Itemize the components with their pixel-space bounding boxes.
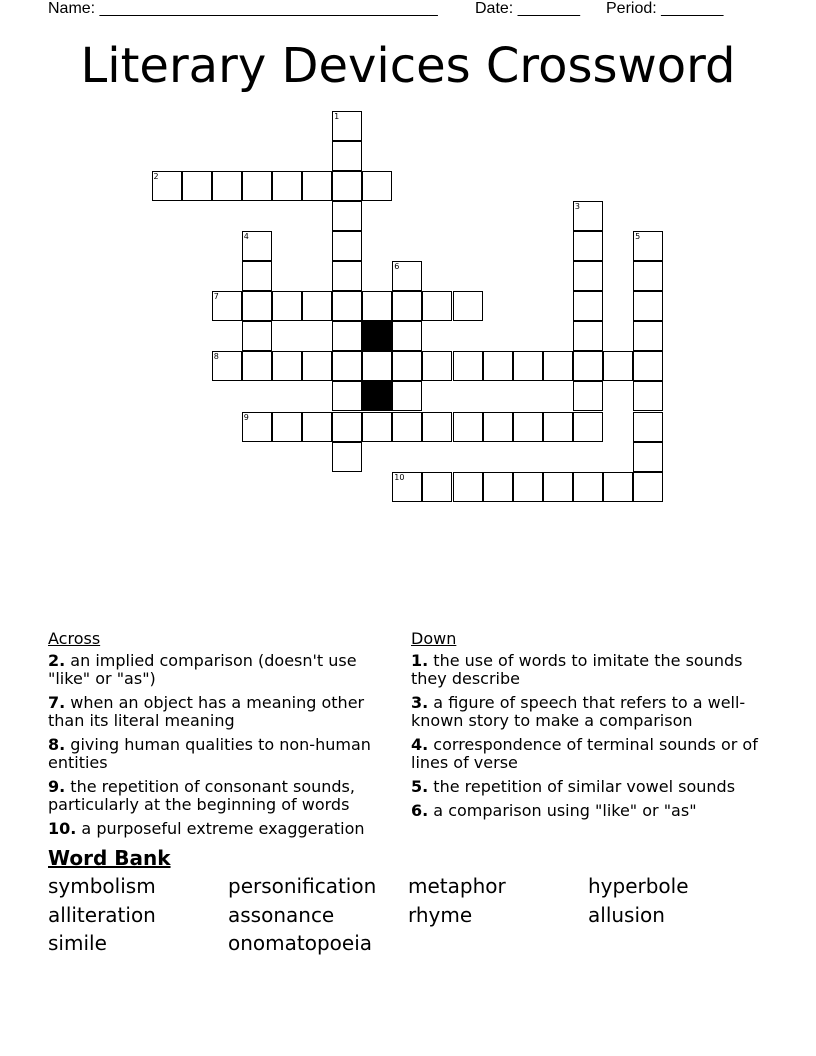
- clue-text: an implied comparison (doesn't use "like" or "as"): [48, 651, 357, 688]
- crossword-grid: [0, 0, 816, 520]
- crossword-cell[interactable]: [272, 171, 302, 201]
- crossword-cell[interactable]: [633, 321, 663, 351]
- clue-text: correspondence of terminal sounds or of lines of verse: [411, 735, 758, 772]
- crossword-cell[interactable]: [543, 472, 573, 502]
- crossword-cell[interactable]: [633, 291, 663, 321]
- clue-number: 6.: [411, 801, 429, 820]
- crossword-cell[interactable]: [573, 231, 603, 261]
- crossword-cell[interactable]: [362, 412, 392, 442]
- crossword-cell[interactable]: [453, 472, 483, 502]
- word-bank-heading: Word Bank: [48, 846, 171, 870]
- down-clue: [411, 802, 761, 820]
- clue-text: the repetition of consonant sounds, particularly at the beginning of words: [48, 777, 355, 814]
- name-field[interactable]: Name: ______________________________________: [48, 0, 438, 17]
- page-title: Literary Devices Crossword: [80, 38, 736, 94]
- crossword-cell[interactable]: [392, 291, 422, 321]
- crossword-cell[interactable]: [392, 261, 422, 291]
- crossword-cell[interactable]: [302, 171, 332, 201]
- clue-number: 7: [213, 292, 219, 302]
- down-clue: [411, 778, 761, 796]
- crossword-cell[interactable]: [573, 472, 603, 502]
- clue-number: 9: [243, 412, 249, 422]
- clue-text: a purposeful extreme exaggeration: [76, 819, 365, 838]
- crossword-cell[interactable]: [242, 231, 272, 261]
- crossword-cell[interactable]: [332, 201, 362, 231]
- crossword-cell[interactable]: [182, 171, 212, 201]
- word-bank-item: personification: [228, 874, 377, 898]
- crossword-cell[interactable]: [422, 412, 452, 442]
- crossword-cell[interactable]: [453, 412, 483, 442]
- crossword-cell[interactable]: [302, 291, 332, 321]
- crossword-cell[interactable]: [392, 351, 422, 381]
- crossword-cell[interactable]: [633, 261, 663, 291]
- word-bank-item: assonance: [228, 902, 335, 927]
- crossword-cell[interactable]: [513, 412, 543, 442]
- crossword-cell[interactable]: [453, 351, 483, 381]
- crossword-cell[interactable]: [362, 291, 392, 321]
- crossword-cell[interactable]: [513, 472, 543, 502]
- down-clue: [411, 736, 761, 772]
- word-bank-item: alliteration: [48, 902, 156, 927]
- crossword-cell[interactable]: [633, 472, 663, 502]
- clue-number: 9.: [48, 777, 66, 796]
- crossword-cell[interactable]: [272, 351, 302, 381]
- clue-number: 2: [153, 171, 159, 181]
- across-clues: [48, 630, 388, 844]
- crossword-cell[interactable]: [483, 351, 513, 381]
- crossword-cell[interactable]: [242, 171, 272, 201]
- clue-number: 10.: [48, 819, 77, 838]
- crossword-cell[interactable]: [483, 412, 513, 442]
- word-bank-item: simile: [48, 931, 107, 955]
- clue-number: 8: [213, 352, 219, 362]
- word-bank-item: allusion: [588, 902, 665, 927]
- crossword-cell[interactable]: [453, 291, 483, 321]
- crossword-cell[interactable]: [573, 321, 603, 351]
- black-cell: [362, 381, 392, 411]
- crossword-cell[interactable]: [362, 171, 392, 201]
- clue-number: 1.: [411, 651, 429, 670]
- crossword-cell[interactable]: [332, 111, 362, 141]
- down-clue: [411, 652, 761, 688]
- across-clue: [48, 694, 388, 730]
- crossword-cell[interactable]: [242, 291, 272, 321]
- word-bank-item: metaphor: [408, 874, 506, 898]
- clue-number: 1: [334, 111, 340, 121]
- crossword-cell[interactable]: [212, 291, 242, 321]
- crossword-cell[interactable]: [603, 472, 633, 502]
- clue-text: a figure of speech that refers to a well-known story to make a comparison: [411, 693, 746, 730]
- crossword-cell[interactable]: [242, 412, 272, 442]
- crossword-cell[interactable]: [513, 351, 543, 381]
- crossword-cell[interactable]: [633, 442, 663, 472]
- crossword-cell[interactable]: [272, 291, 302, 321]
- crossword-cell[interactable]: [633, 412, 663, 442]
- crossword-cell[interactable]: [332, 261, 362, 291]
- clue-text: a comparison using "like" or "as": [428, 801, 697, 820]
- clue-number: 7.: [48, 693, 66, 712]
- black-cell: [362, 321, 392, 351]
- crossword-cell[interactable]: [332, 231, 362, 261]
- word-bank-item: rhyme: [408, 902, 473, 927]
- crossword-cell[interactable]: [332, 321, 362, 351]
- crossword-cell[interactable]: [603, 351, 633, 381]
- crossword-cell[interactable]: [242, 351, 272, 381]
- crossword-cell[interactable]: [573, 261, 603, 291]
- word-bank-item: symbolism: [48, 874, 156, 898]
- word-bank-item: hyperbole: [588, 874, 689, 898]
- across-heading: Across: [48, 629, 101, 648]
- period-field[interactable]: Period: _______: [606, 0, 724, 17]
- across-clue: [48, 652, 388, 688]
- clue-number: 3: [574, 201, 580, 211]
- crossword-cell[interactable]: [332, 412, 362, 442]
- clue-number: 4.: [411, 735, 429, 754]
- across-clue: [48, 778, 388, 814]
- crossword-cell[interactable]: [633, 381, 663, 411]
- clue-number: 2.: [48, 651, 66, 670]
- crossword-cell[interactable]: [633, 231, 663, 261]
- across-clue: [48, 736, 388, 772]
- crossword-cell[interactable]: [272, 412, 302, 442]
- clue-number: 3.: [411, 693, 429, 712]
- crossword-cell[interactable]: [332, 291, 362, 321]
- crossword-cell[interactable]: [332, 351, 362, 381]
- crossword-cell[interactable]: [392, 472, 422, 502]
- crossword-cell[interactable]: [242, 321, 272, 351]
- crossword-cell[interactable]: [573, 381, 603, 411]
- crossword-cell[interactable]: [302, 351, 332, 381]
- crossword-cell[interactable]: [302, 412, 332, 442]
- clue-text: the repetition of similar vowel sounds: [428, 777, 736, 796]
- crossword-cell[interactable]: [332, 171, 362, 201]
- crossword-cell[interactable]: [362, 351, 392, 381]
- crossword-cell[interactable]: [543, 412, 573, 442]
- crossword-cell[interactable]: [573, 412, 603, 442]
- down-clue: [411, 694, 761, 730]
- crossword-cell[interactable]: [152, 171, 182, 201]
- clue-number: 4: [243, 231, 249, 241]
- clue-text: giving human qualities to non-human entities: [48, 735, 371, 772]
- date-field[interactable]: Date: _______: [475, 0, 580, 17]
- clue-number: 8.: [48, 735, 66, 754]
- crossword-cell[interactable]: [392, 412, 422, 442]
- clue-number: 6: [394, 262, 400, 271]
- across-clue: [48, 820, 388, 838]
- crossword-cell[interactable]: [242, 261, 272, 291]
- crossword-cell[interactable]: [633, 351, 663, 381]
- crossword-cell[interactable]: [212, 171, 242, 201]
- crossword-cell[interactable]: [422, 291, 452, 321]
- crossword-cell[interactable]: [573, 291, 603, 321]
- crossword-cell[interactable]: [392, 321, 422, 351]
- clue-text: the use of words to imitate the sounds they describe: [411, 651, 743, 688]
- crossword-cell[interactable]: [573, 201, 603, 231]
- crossword-cell[interactable]: [212, 351, 242, 381]
- crossword-cell[interactable]: [573, 351, 603, 381]
- clue-number: 10: [394, 472, 405, 482]
- crossword-cell[interactable]: [332, 442, 362, 472]
- crossword-cell[interactable]: [392, 381, 422, 411]
- crossword-cell[interactable]: [422, 351, 452, 381]
- crossword-cell[interactable]: [483, 472, 513, 502]
- crossword-cell[interactable]: [332, 141, 362, 171]
- crossword-cell[interactable]: [543, 351, 573, 381]
- clue-text: when an object has a meaning other than its literal meaning: [48, 693, 365, 730]
- word-bank-item: onomatopoeia: [228, 931, 373, 955]
- down-heading: Down: [411, 629, 457, 648]
- crossword-cell[interactable]: [332, 381, 362, 411]
- down-clues: [411, 630, 761, 826]
- clue-number: 5: [635, 231, 641, 241]
- clue-number: 5.: [411, 777, 429, 796]
- crossword-cell[interactable]: [422, 472, 452, 502]
